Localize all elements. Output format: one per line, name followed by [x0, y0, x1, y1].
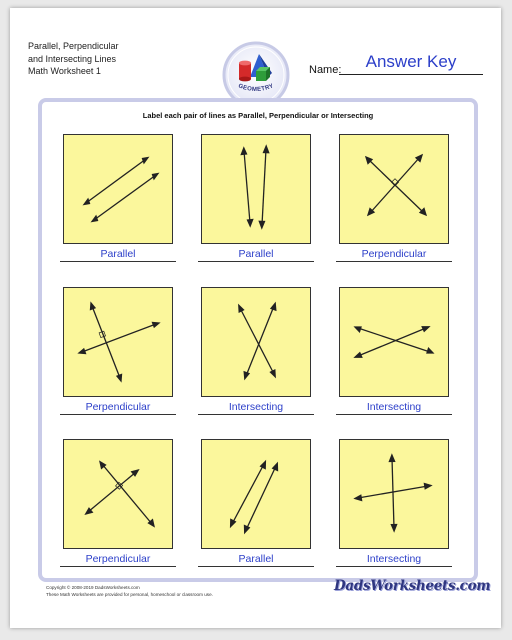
problem-7-answer-line[interactable] [60, 566, 176, 567]
copyright-text: Copyright © 2008-2019 DadsWorksheets.com [46, 585, 140, 590]
name-field-line[interactable] [339, 74, 483, 75]
title-line-3: Math Worksheet 1 [28, 66, 101, 76]
problem-8-box [201, 439, 311, 549]
problem-5-answer: Intersecting [228, 401, 284, 413]
problem-1-lines [64, 135, 172, 243]
usage-text: These Math Worksheets are provided for personal, homeschool or classroom use. [46, 592, 213, 597]
problem-7-answer: Perpendicular [85, 553, 151, 565]
logo-text: GEOMETRY [237, 83, 275, 94]
title-line-1: Parallel, Perpendicular [28, 41, 119, 51]
problem-9-lines [340, 440, 448, 548]
problem-4-lines [64, 288, 172, 396]
problem-2-box [201, 134, 311, 244]
answer-key-label: Answer Key [365, 52, 457, 71]
problem-5-answer-line[interactable] [198, 414, 314, 415]
worksheet-title [28, 40, 119, 78]
name-label: Name: [309, 64, 342, 76]
instruction-text: Label each pair of lines as Parallel, Perpendicular or Intersecting [142, 111, 374, 120]
problem-6-box [339, 287, 449, 397]
problem-1-answer: Parallel [100, 248, 136, 260]
problem-3-answer-line[interactable] [336, 261, 452, 262]
problem-6-answer-line[interactable] [336, 414, 452, 415]
problem-1-box [63, 134, 173, 244]
footer-text [46, 584, 213, 598]
problem-8-answer: Parallel [238, 553, 274, 565]
problem-6-lines [340, 288, 448, 396]
problem-8-answer-line[interactable] [198, 566, 314, 567]
problem-7-box [63, 439, 173, 549]
problem-2-lines [202, 135, 310, 243]
title-line-2: and Intersecting Lines [28, 53, 117, 64]
problem-3-box [339, 134, 449, 244]
problem-5-lines [202, 288, 310, 396]
problem-6-answer: Intersecting [366, 401, 422, 413]
problem-3-answer: Perpendicular [361, 248, 427, 260]
problem-2-answer: Parallel [238, 248, 274, 260]
problem-9-box [339, 439, 449, 549]
problem-4-answer-line[interactable] [60, 414, 176, 415]
problem-4-answer: Perpendicular [85, 401, 151, 413]
problem-9-answer-line[interactable] [336, 566, 452, 567]
problem-2-answer-line[interactable] [198, 261, 314, 262]
problem-4-box [63, 287, 173, 397]
problem-3-lines [340, 135, 448, 243]
problem-8-lines [202, 440, 310, 548]
brand-logo[interactable]: DadsWorksheets.com [334, 578, 491, 594]
problem-1-answer-line[interactable] [60, 261, 176, 262]
problem-7-lines [64, 440, 172, 548]
problem-5-box [201, 287, 311, 397]
problem-9-answer: Intersecting [366, 553, 422, 565]
